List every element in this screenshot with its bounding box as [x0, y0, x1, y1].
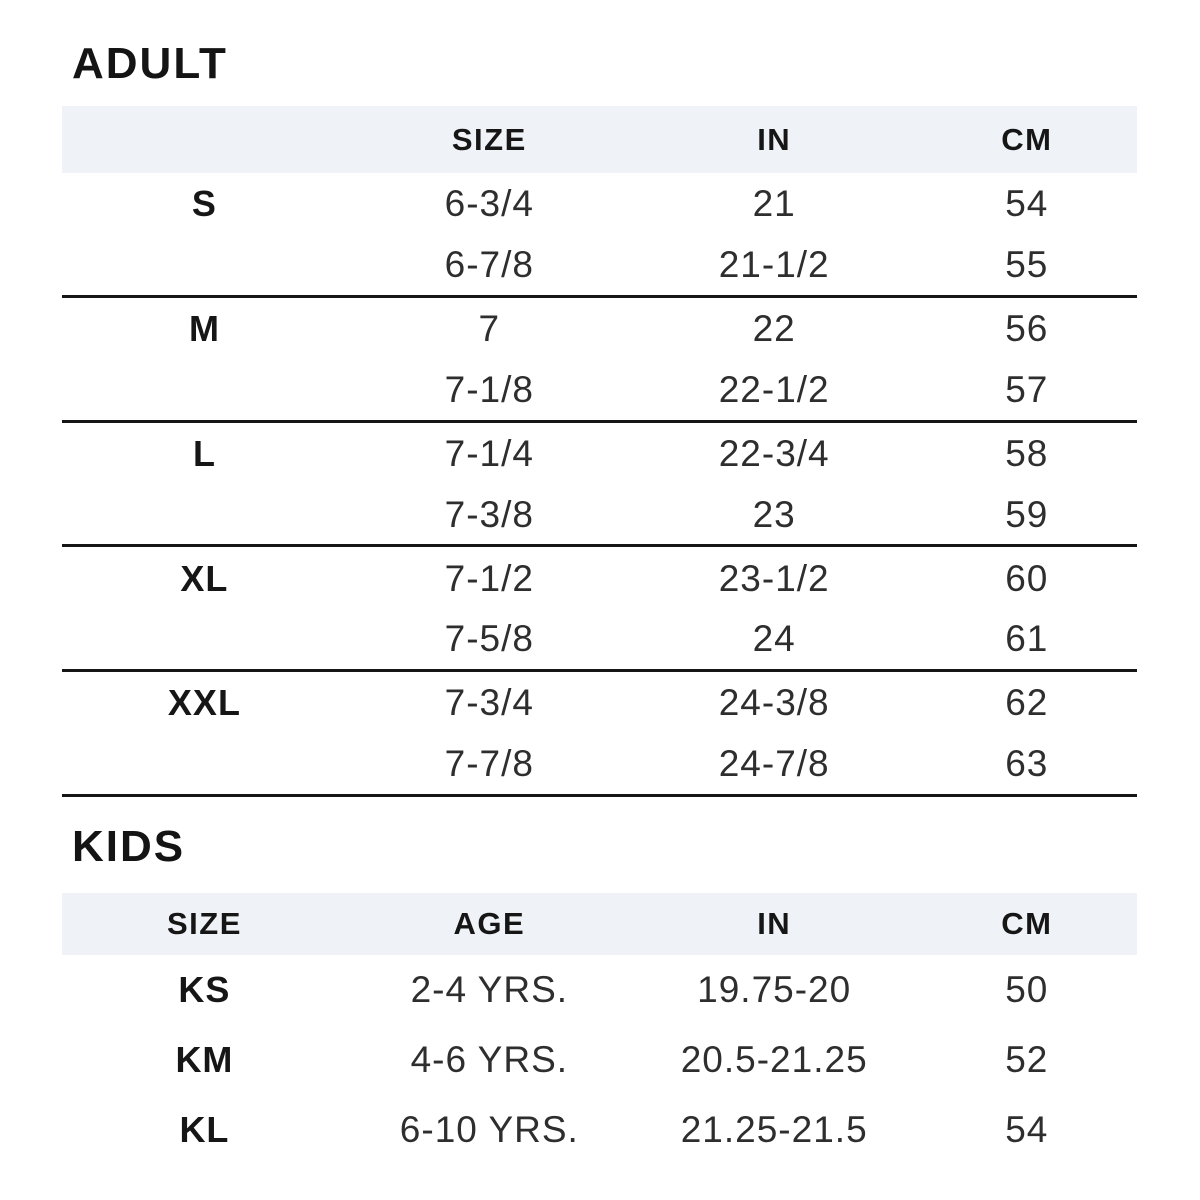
- table-row: [62, 485, 1137, 547]
- table-row: [62, 173, 1137, 235]
- hat-size-cell: 7-7/8: [444, 743, 534, 785]
- adult-header-cm: CM: [1001, 121, 1053, 157]
- cm-cell: 56: [1005, 307, 1049, 349]
- adult-header-size: SIZE: [451, 121, 527, 157]
- cm-cell: 52: [1005, 1038, 1049, 1080]
- age-cell: 4-6 YRS.: [410, 1038, 569, 1080]
- cm-cell: 50: [1005, 968, 1049, 1010]
- cm-cell: 54: [1005, 1108, 1049, 1150]
- table-row: [62, 955, 1137, 1025]
- hat-size-cell: 7-3/4: [444, 682, 534, 724]
- cm-cell: 58: [1005, 432, 1049, 474]
- cm-cell: 59: [1005, 493, 1049, 535]
- hat-size-cell: 6-3/4: [444, 183, 534, 225]
- size-label-cell: KS: [178, 968, 231, 1010]
- kids-header-in: IN: [757, 905, 792, 941]
- adult-size-table: [62, 106, 1137, 797]
- inches-cell: 24-3/8: [718, 682, 830, 724]
- hat-size-cell: 7-3/8: [444, 493, 534, 535]
- table-row: [62, 735, 1137, 797]
- inches-cell: 21: [752, 183, 796, 225]
- inches-cell: 24: [752, 618, 796, 660]
- inches-cell: 23: [752, 493, 796, 535]
- hat-size-cell: 7-1/4: [444, 432, 534, 474]
- cm-cell: 61: [1005, 618, 1049, 660]
- hat-size-cell: 6-7/8: [444, 244, 534, 286]
- size-label-cell: S: [191, 183, 217, 225]
- inches-cell: 22-3/4: [718, 432, 830, 474]
- table-row: [62, 423, 1137, 485]
- size-label-cell: XXL: [167, 682, 241, 724]
- hat-size-cell: 7-1/8: [444, 368, 534, 410]
- cm-cell: 54: [1005, 183, 1049, 225]
- inches-cell: 21-1/2: [718, 244, 830, 286]
- inches-cell: 24-7/8: [718, 743, 830, 785]
- table-row: [62, 1025, 1137, 1095]
- cm-cell: 57: [1005, 368, 1049, 410]
- table-row: [62, 547, 1137, 609]
- hat-size-cell: 7-1/2: [444, 557, 534, 599]
- table-row: [62, 1095, 1137, 1165]
- cm-cell: 63: [1005, 743, 1049, 785]
- table-row: [62, 672, 1137, 734]
- table-row: [62, 298, 1137, 360]
- cm-cell: 60: [1005, 557, 1049, 599]
- kids-table-header-row: [62, 893, 1137, 955]
- table-row: [62, 235, 1137, 297]
- kids-heading: KIDS: [72, 821, 186, 871]
- adult-heading: ADULT: [72, 39, 228, 88]
- adult-header-in: IN: [757, 121, 792, 157]
- adult-table-header-row: [62, 106, 1137, 173]
- hat-size-cell: 7-5/8: [444, 618, 534, 660]
- inches-cell: 20.5-21.25: [680, 1038, 868, 1080]
- hat-size-cell: 7: [478, 307, 501, 349]
- inches-cell: 22: [752, 307, 796, 349]
- inches-cell: 22-1/2: [718, 368, 830, 410]
- table-row: [62, 360, 1137, 422]
- age-cell: 6-10 YRS.: [399, 1108, 579, 1150]
- adult-section: [62, 0, 1137, 797]
- size-label-cell: KL: [179, 1108, 230, 1150]
- inches-cell: 21.25-21.5: [680, 1108, 868, 1150]
- kids-header-age: AGE: [453, 905, 526, 941]
- kids-header-size: SIZE: [166, 905, 242, 941]
- kids-header-cm: CM: [1001, 905, 1053, 941]
- size-label-cell: KM: [175, 1038, 234, 1080]
- age-cell: 2-4 YRS.: [410, 968, 569, 1010]
- inches-cell: 23-1/2: [718, 557, 830, 599]
- cm-cell: 62: [1005, 682, 1049, 724]
- kids-size-table: [62, 893, 1137, 1165]
- size-label-cell: M: [188, 307, 220, 349]
- table-row: [62, 610, 1137, 672]
- inches-cell: 19.75-20: [697, 968, 852, 1010]
- size-label-cell: XL: [180, 557, 229, 599]
- size-label-cell: L: [192, 432, 216, 474]
- kids-section: [62, 823, 1137, 1165]
- cm-cell: 55: [1005, 244, 1049, 286]
